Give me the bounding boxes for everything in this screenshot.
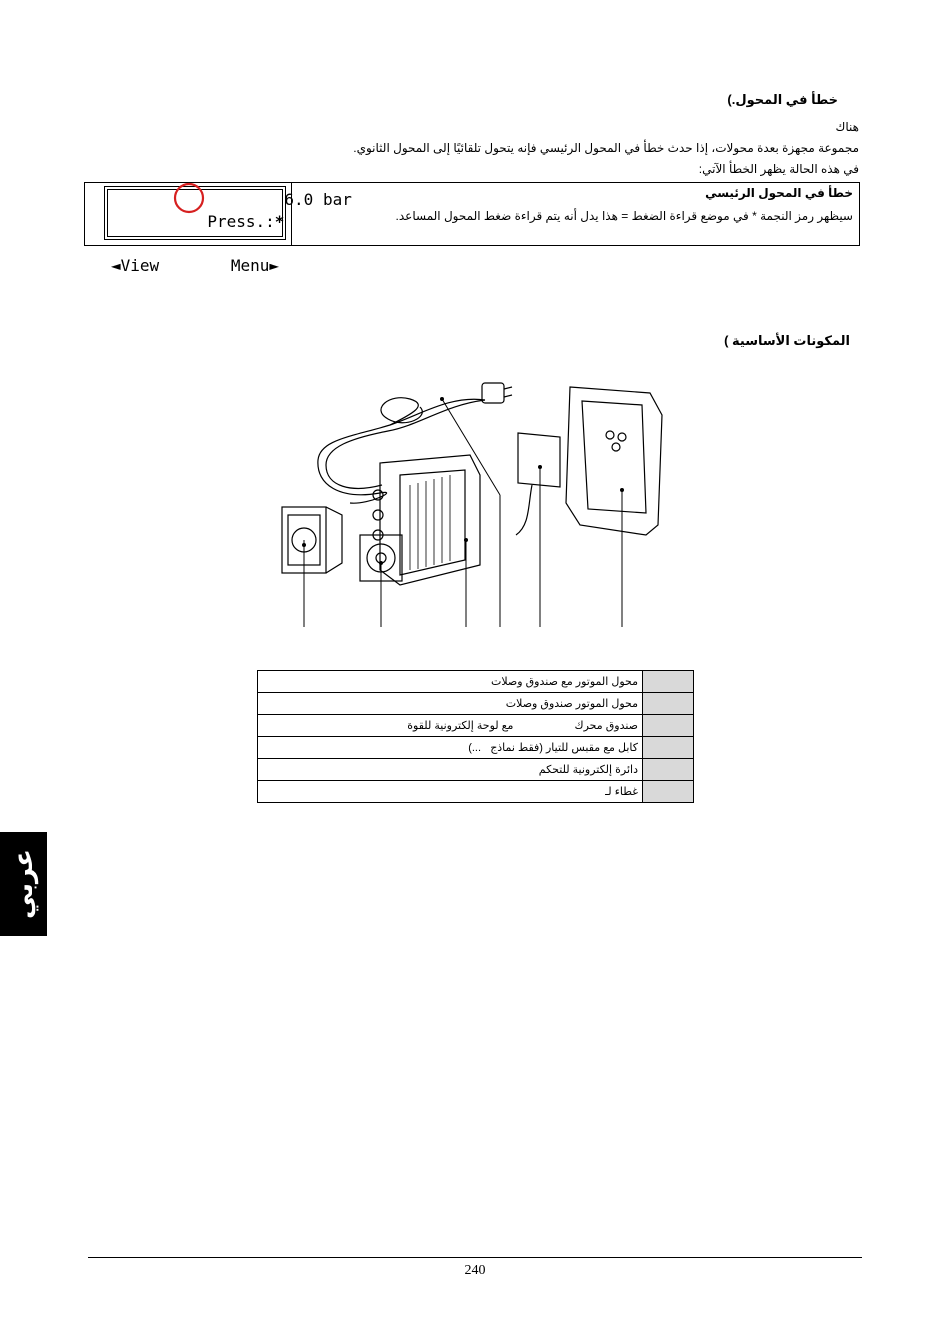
lcd-press-label: Press.:* (207, 212, 285, 231)
components-exploded-diagram (270, 375, 700, 635)
part-number-cell (643, 781, 694, 803)
fan-left (282, 507, 342, 573)
part-number-cell (643, 671, 694, 693)
lcd-menu-label: Menu► (230, 256, 279, 275)
parts-row (258, 671, 694, 693)
error-text-cell (292, 183, 859, 245)
lcd-cell (85, 183, 352, 275)
part-desc: دائرة إلكترونية للتحكم (258, 759, 643, 781)
lcd-row-2 (111, 255, 279, 277)
lcd-view-label: ◄View (111, 256, 160, 275)
parts-row (258, 737, 694, 759)
cover (566, 387, 662, 535)
intro-line-1: هناك (835, 120, 859, 134)
error-description: سيظهر رمز النجمة * في موضع قراءة الضغط = هذا يدل أنه يتم قراءة ضغط المحول المساعد. (395, 209, 853, 223)
error-section-heading: خطأ في المحول.) (727, 92, 838, 107)
red-circle-highlight (169, 181, 209, 215)
part-number-cell (643, 693, 694, 715)
page-number: 240 (464, 1263, 486, 1278)
part-desc: كابل مع مقبس للتيار (فقط نماذج ...) (258, 737, 643, 759)
control-board (516, 433, 560, 535)
part-number-cell (643, 737, 694, 759)
part-desc: صندوق محرك مع لوحة إلكترونية للقوة (258, 715, 643, 737)
power-cable (318, 399, 485, 503)
parts-row (258, 715, 694, 737)
parts-row (258, 781, 694, 803)
part-number-cell (643, 715, 694, 737)
part-number-cell (643, 759, 694, 781)
part-desc: محول الموتور مع صندوق وصلات (258, 671, 643, 693)
motor-inverter (373, 455, 480, 585)
lcd-row-1 (111, 189, 352, 255)
leader-lines (304, 399, 622, 627)
part-desc: غطاء لـ (258, 781, 643, 803)
footer-divider (88, 1257, 862, 1258)
language-label: عربي (8, 848, 38, 919)
part-desc: محول الموتور صندوق وصلات (258, 693, 643, 715)
intro-line-3: في هذه الحالة يظهر الخطأ الآتي: (698, 162, 859, 176)
lcd-star: * (274, 212, 285, 231)
language-side-tab (0, 832, 47, 936)
lcd-display (104, 186, 352, 275)
intro-line-2: مجموعة مجهزة بعدة محولات، إذا حدث خطأ في المحول الرئيسي فإنه يتحول تلقائيًا إلى المحول الثانوي. (353, 141, 859, 155)
lcd-pressure-value: 6.0 bar (284, 190, 352, 209)
parts-row (258, 759, 694, 781)
error-table (84, 182, 860, 275)
plug (482, 383, 504, 403)
components-heading: المكونات الأساسية ) (724, 333, 850, 348)
error-title: خطأ في المحول الرئيسي (705, 186, 853, 200)
parts-table (257, 670, 694, 803)
parts-row (258, 693, 694, 715)
